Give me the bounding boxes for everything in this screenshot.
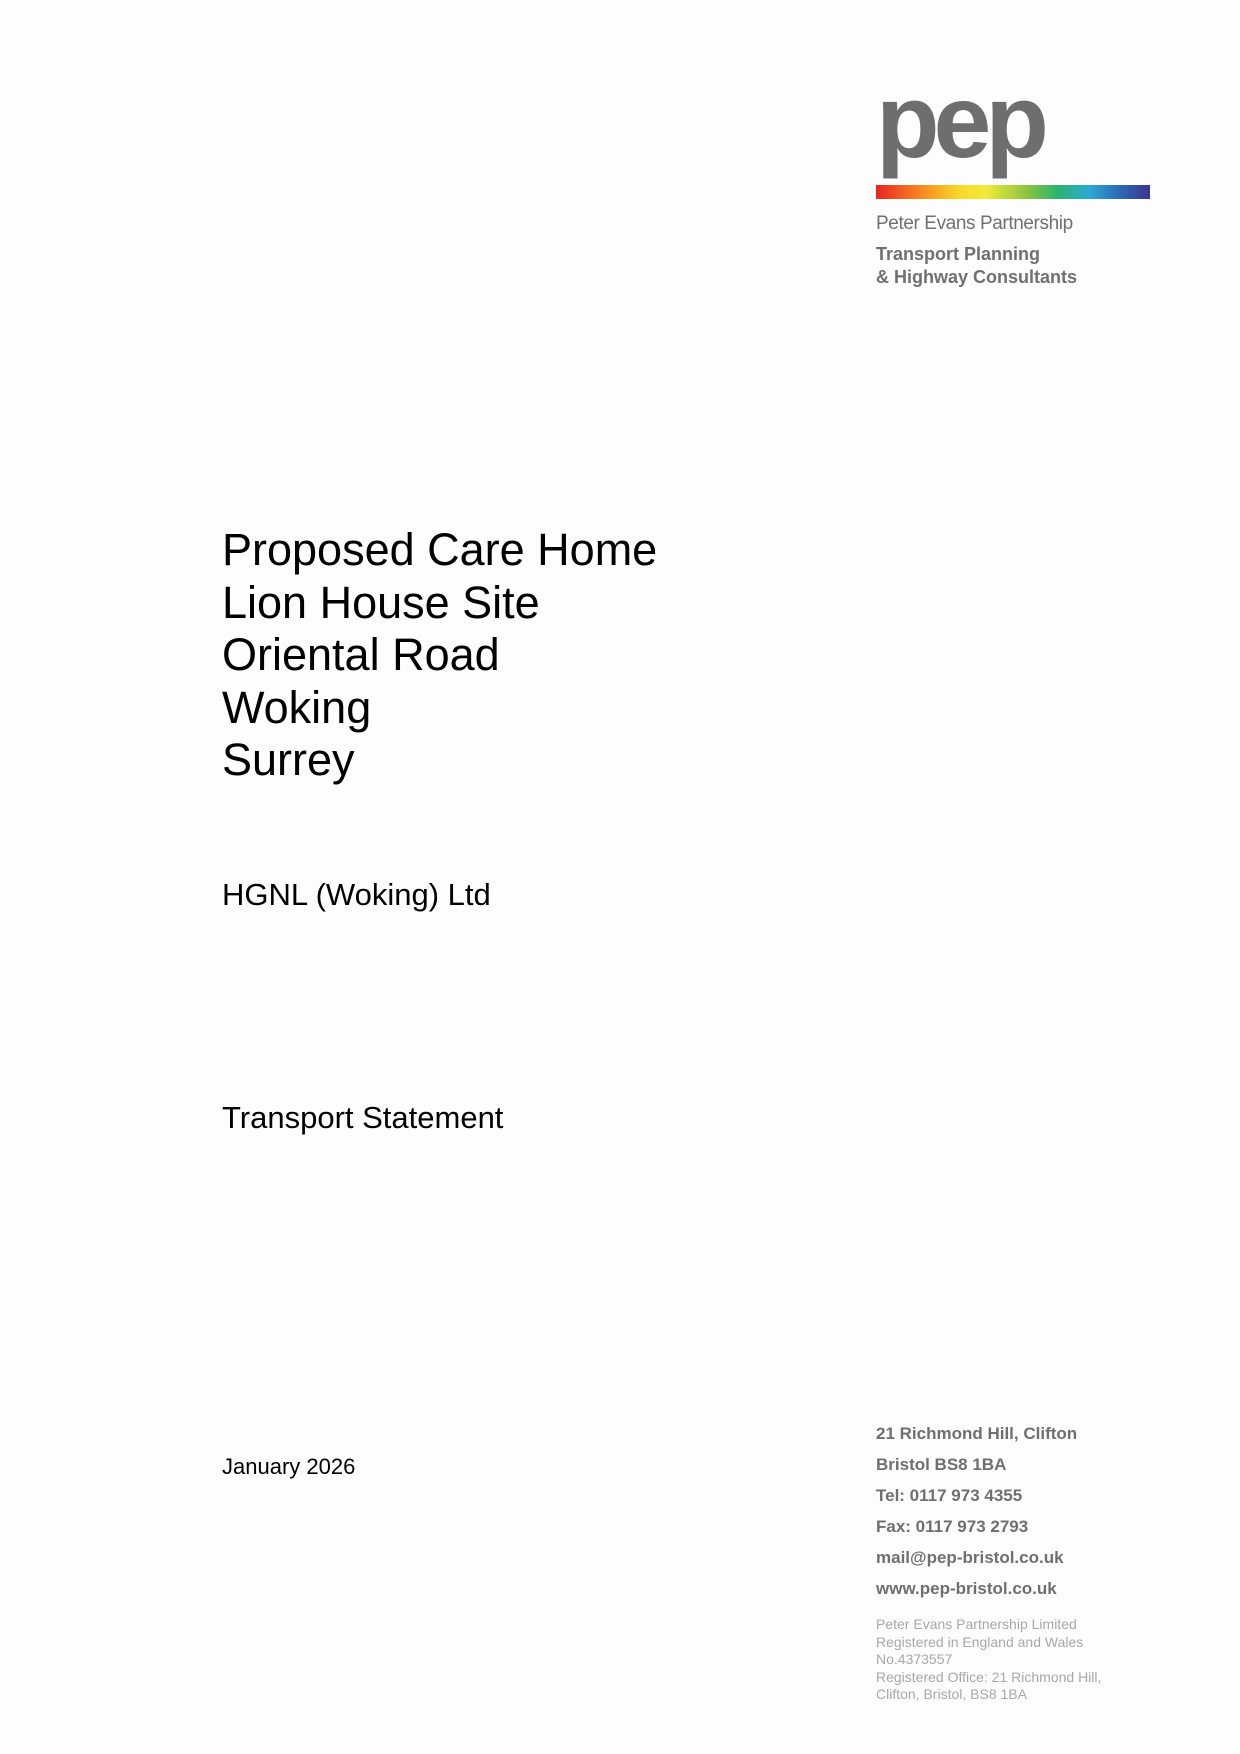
logo-company-name: Peter Evans Partnership bbox=[876, 213, 1073, 234]
contact-email: mail@pep-bristol.co.uk bbox=[876, 1548, 1064, 1567]
contact-website: www.pep-bristol.co.uk bbox=[876, 1579, 1057, 1598]
document-title bbox=[222, 524, 657, 787]
title-line: Lion House Site bbox=[222, 576, 540, 628]
logo-rainbow-bar bbox=[876, 185, 1150, 199]
title-line: Proposed Care Home bbox=[222, 524, 658, 575]
registration-line: Peter Evans Partnership Limited bbox=[876, 1616, 1077, 1632]
logo-tagline bbox=[876, 243, 1077, 289]
contact-details bbox=[876, 1418, 1077, 1604]
registration-line: Registered in England and Wales bbox=[876, 1633, 1084, 1650]
document-date: January 2026 bbox=[222, 1454, 356, 1479]
title-line: Woking bbox=[222, 681, 372, 733]
contact-address-line: Bristol BS8 1BA bbox=[876, 1455, 1007, 1474]
document-type: Transport Statement bbox=[222, 1100, 504, 1135]
contact-fax: Fax: 0117 973 2793 bbox=[876, 1517, 1029, 1536]
registration-line: No.4373557 bbox=[876, 1651, 953, 1667]
company-logo bbox=[876, 64, 1156, 287]
title-line: Surrey bbox=[222, 734, 355, 785]
logo-tagline-line: & Highway Consultants bbox=[876, 267, 1078, 287]
contact-address-line: 21 Richmond Hill, Clifton bbox=[876, 1424, 1078, 1443]
registration-details bbox=[876, 1616, 1101, 1704]
registration-line: Clifton, Bristol, BS8 1BA bbox=[876, 1686, 1027, 1702]
title-line: Oriental Road bbox=[222, 629, 500, 680]
logo-tagline-line: Transport Planning bbox=[876, 244, 1041, 264]
logo-wordmark: pep bbox=[876, 64, 1043, 180]
contact-telephone: Tel: 0117 973 4355 bbox=[876, 1486, 1023, 1505]
registration-line: Registered Office: 21 Richmond Hill, bbox=[876, 1668, 1102, 1685]
client-name: HGNL (Woking) Ltd bbox=[222, 877, 491, 912]
